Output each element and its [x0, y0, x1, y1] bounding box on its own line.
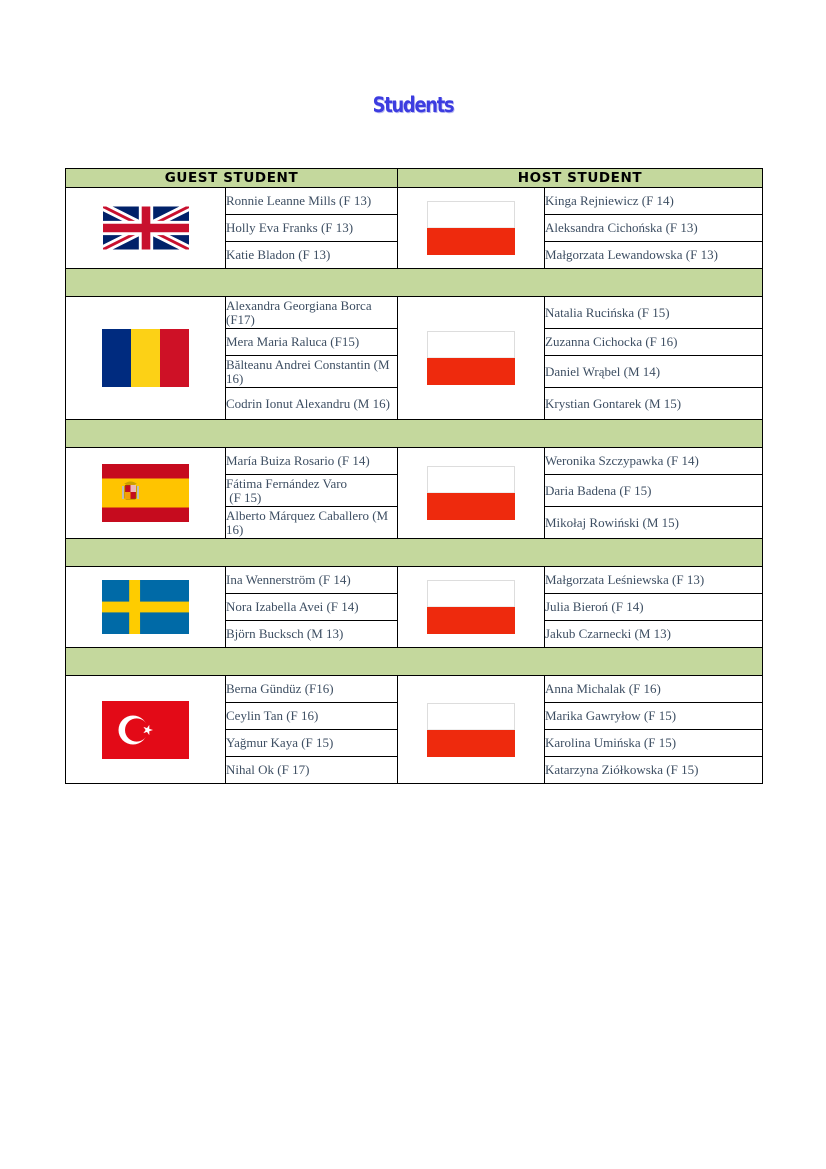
- separator: [66, 648, 763, 676]
- guest-student-name: Nihal Ok (F 17): [226, 757, 398, 784]
- guest-flag-cell: [66, 567, 226, 648]
- turkey-flag-icon: [102, 701, 189, 759]
- separator-row: [66, 420, 763, 448]
- host-student-name: Marika Gawryłow (F 15): [545, 703, 763, 730]
- host-student-name: Mikołaj Rowiński (M 15): [545, 507, 763, 539]
- separator: [66, 420, 763, 448]
- guest-student-name: Berna Gündüz (F16): [226, 676, 398, 703]
- host-student-name: Małgorzata Lewandowska (F 13): [545, 242, 763, 269]
- host-student-name: Daniel Wrąbel (M 14): [545, 356, 763, 388]
- guest-student-name: Ronnie Leanne Mills (F 13): [226, 188, 398, 215]
- guest-student-name: Nora Izabella Avei (F 14): [226, 594, 398, 621]
- table-row: [66, 297, 763, 329]
- guest-student-name: Alberto Márquez Caballero (M 16): [226, 507, 398, 539]
- host-flag-cell: [398, 297, 545, 420]
- guest-student-name: Ina Wennerström (F 14): [226, 567, 398, 594]
- poland-flag-icon: [427, 331, 515, 385]
- poland-flag-icon: [427, 466, 515, 520]
- sweden-flag-icon: [102, 580, 189, 634]
- separator-row: [66, 269, 763, 297]
- host-student-name: Aleksandra Cichońska (F 13): [545, 215, 763, 242]
- guest-student-name: [226, 475, 398, 507]
- separator: [66, 539, 763, 567]
- guest-student-name: Bălteanu Andrei Constantin (M 16): [226, 356, 398, 388]
- poland-flag-icon: [427, 201, 515, 255]
- host-student-name: Julia Bieroń (F 14): [545, 594, 763, 621]
- table-row: [66, 676, 763, 703]
- spain-flag-icon: [102, 464, 189, 522]
- page-title: Students: [372, 93, 454, 117]
- host-student-name: Weronika Szczypawka (F 14): [545, 448, 763, 475]
- guest-student-name: Alexandra Georgiana Borca (F17): [226, 297, 398, 329]
- guest-student-name-text: Fátima Fernández Varo (F 15): [226, 475, 348, 505]
- separator-row: [66, 648, 763, 676]
- host-student-name: Karolina Umińska (F 15): [545, 730, 763, 757]
- header-row: [66, 169, 763, 188]
- guest-student-name: Ceylin Tan (F 16): [226, 703, 398, 730]
- poland-flag-icon: [427, 703, 515, 757]
- host-student-name: Daria Badena (F 15): [545, 475, 763, 507]
- host-student-name: Krystian Gontarek (M 15): [545, 388, 763, 420]
- guest-student-name: Mera Maria Raluca (F15): [226, 329, 398, 356]
- guest-flag-cell: [66, 448, 226, 539]
- guest-flag-cell: [66, 297, 226, 420]
- table-row: [66, 188, 763, 215]
- host-student-name: Anna Michalak (F 16): [545, 676, 763, 703]
- table-row: [66, 448, 763, 475]
- separator-row: [66, 539, 763, 567]
- guest-flag-cell: [66, 676, 226, 784]
- host-student-name: Katarzyna Ziółkowska (F 15): [545, 757, 763, 784]
- romania-flag-icon: [102, 329, 189, 387]
- guest-student-name: María Buiza Rosario (F 14): [226, 448, 398, 475]
- table-row: [66, 567, 763, 594]
- host-student-name: Małgorzata Leśniewska (F 13): [545, 567, 763, 594]
- host-student-name: Jakub Czarnecki (M 13): [545, 621, 763, 648]
- host-flag-cell: [398, 448, 545, 539]
- guest-student-name: Yağmur Kaya (F 15): [226, 730, 398, 757]
- poland-flag-icon: [427, 580, 515, 634]
- host-flag-cell: [398, 188, 545, 269]
- guest-student-name: Codrin Ionut Alexandru (M 16): [226, 388, 398, 420]
- guest-flag-cell: [66, 188, 226, 269]
- united-kingdom-flag-icon: [103, 202, 189, 254]
- separator: [66, 269, 763, 297]
- host-student-name: Natalia Rucińska (F 15): [545, 297, 763, 329]
- host-student-name: Kinga Rejniewicz (F 14): [545, 188, 763, 215]
- host-student-name: Zuzanna Cichocka (F 16): [545, 329, 763, 356]
- guest-student-name: Katie Bladon (F 13): [226, 242, 398, 269]
- guest-student-name: Holly Eva Franks (F 13): [226, 215, 398, 242]
- host-flag-cell: [398, 676, 545, 784]
- host-student-header: HOST STUDENT: [398, 169, 763, 188]
- host-flag-cell: [398, 567, 545, 648]
- students-table: [65, 168, 763, 784]
- guest-student-name: Björn Bucksch (M 13): [226, 621, 398, 648]
- guest-student-header: GUEST STUDENT: [66, 169, 398, 188]
